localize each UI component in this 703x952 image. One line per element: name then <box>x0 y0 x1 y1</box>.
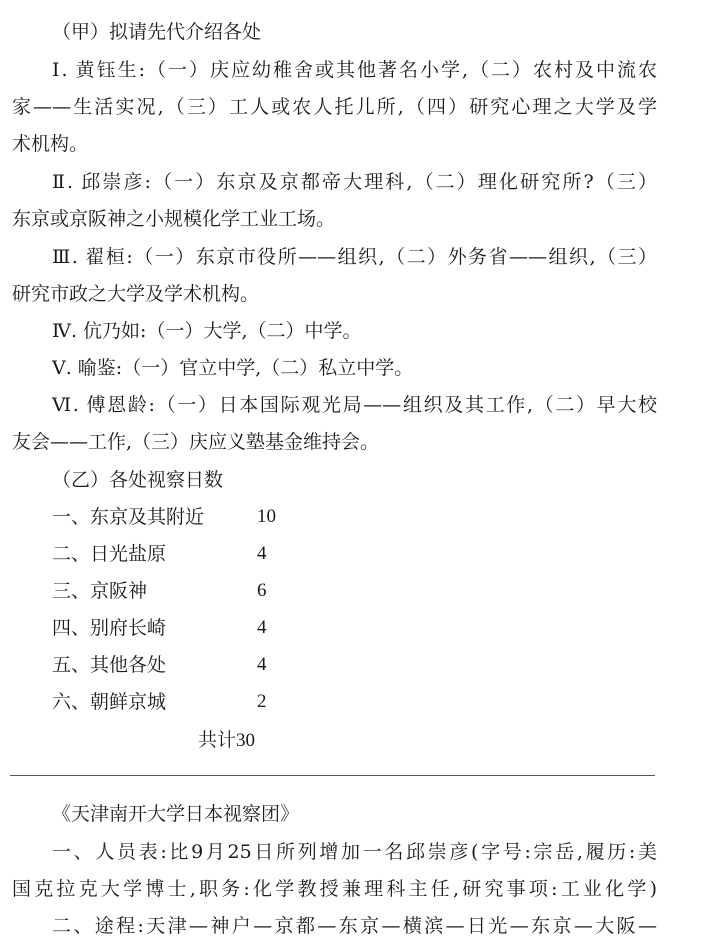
para-2-line-1: Ⅱ. 邱崇彦:（一）东京及京都帝大理科,（二）理化研究所?（三） <box>52 171 657 193</box>
schedule-total-value: 30 <box>236 730 256 751</box>
schedule-place: 二、日光盐原 <box>52 543 167 565</box>
schedule-days: 4 <box>257 617 267 638</box>
schedule-days: 4 <box>257 654 267 675</box>
section-jia-heading: （甲）拟请先代介绍各处 <box>52 21 262 43</box>
schedule-place: 六、朝鲜京城 <box>52 691 167 713</box>
schedule-place: 一、东京及其附近 <box>52 506 205 528</box>
item-2-line-1: 二、途程:天津—神户—京都—东京—横滨—日光—东京—大阪— <box>52 915 657 937</box>
schedule-place: 三、京阪神 <box>52 580 148 602</box>
section-divider <box>10 775 655 776</box>
item-1-line-2: 国克拉克大学博士,职务:化学教授兼理科主任,研究事项:工业化学) <box>12 878 657 900</box>
second-doc-title: 《天津南开大学日本视察团》 <box>52 803 300 825</box>
para-6-line-1: Ⅵ. 傅恩龄:（一）日本国际观光局——组织及其工作,（二）早大校 <box>52 394 657 416</box>
para-5-line-1: Ⅴ. 喻鉴:（一）官立中学,（二）私立中学。 <box>52 357 414 379</box>
para-6-line-2: 友会——工作,（三）庆应义塾基金维持会。 <box>12 431 380 453</box>
para-1-line-1: Ⅰ. 黄钰生:（一）庆应幼稚舍或其他著名小学,（二）农村及中流农 <box>52 59 657 81</box>
schedule-total <box>198 728 255 753</box>
section-yi-heading: （乙）各处视察日数 <box>52 469 224 491</box>
schedule-days: 4 <box>257 543 267 564</box>
para-4-line-1: Ⅳ. 伉乃如:（一）大学,（二）中学。 <box>52 320 362 342</box>
item-1-line-1: 一、人员表:比9月25日所列增加一名邱崇彦(字号:宗岳,履历:美 <box>52 841 657 863</box>
para-1-line-3: 术机构。 <box>12 133 89 155</box>
schedule-place: 五、其他各处 <box>52 654 167 676</box>
para-3-line-1: Ⅲ. 翟桓:（一）东京市役所——组织,（二）外务省——组织,（三） <box>52 246 657 268</box>
para-3-line-2: 研究市政之大学及学术机构。 <box>12 283 260 305</box>
schedule-total-label: 共计 <box>198 729 237 751</box>
schedule-days: 2 <box>257 691 267 712</box>
schedule-days: 10 <box>257 506 276 527</box>
para-1-line-2: 家——生活实况,（三）工人或农人托儿所,（四）研究心理之大学及学 <box>12 96 657 118</box>
schedule-place: 四、别府长崎 <box>52 617 167 639</box>
para-2-line-2: 东京或京阪神之小规模化学工业工场。 <box>12 208 336 230</box>
schedule-days: 6 <box>257 580 267 601</box>
